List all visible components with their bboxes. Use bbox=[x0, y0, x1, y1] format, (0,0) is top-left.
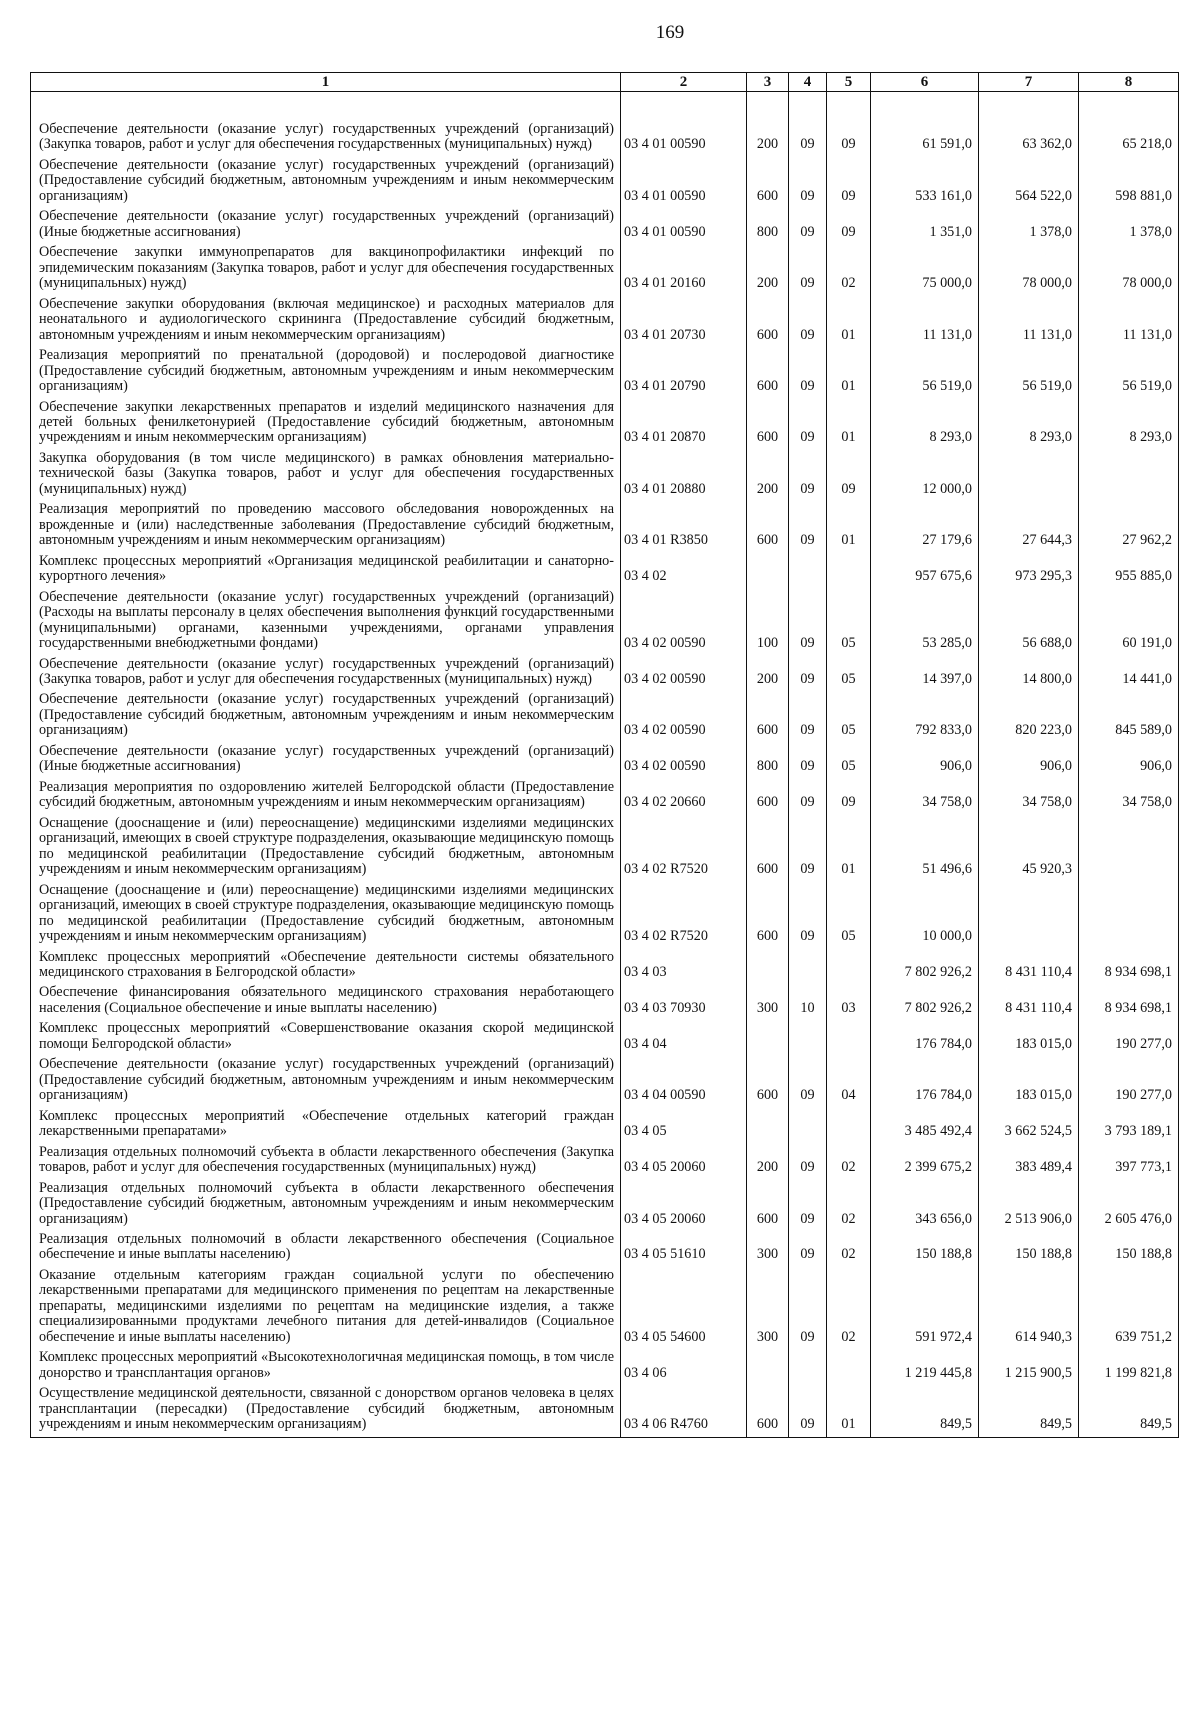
row-expense-type: 300 bbox=[747, 984, 789, 1020]
row-description: Реализация отдельных полномочий субъекта в области лекарственного обеспечения (Закупка товаров, работ и услуг для обеспечения государственных (муниципальных) нужд) bbox=[31, 1144, 621, 1180]
row-amount-year-1: 51 496,6 bbox=[871, 815, 979, 882]
row-amount-year-2: 8 431 110,4 bbox=[979, 984, 1079, 1020]
row-amount-year-2: 14 800,0 bbox=[979, 656, 1079, 692]
row-section: 09 bbox=[789, 157, 827, 208]
row-description: Обеспечение деятельности (оказание услуг) государственных учреждений (организаций) (Закупка товаров, работ и услуг для обеспечения государственных (муниципальных) нужд) bbox=[31, 92, 621, 157]
row-amount-year-2 bbox=[979, 450, 1079, 501]
row-amount-year-1: 533 161,0 bbox=[871, 157, 979, 208]
row-subsection: 02 bbox=[827, 1231, 871, 1267]
row-section: 09 bbox=[789, 691, 827, 742]
row-target-code: 03 4 02 R7520 bbox=[621, 815, 747, 882]
row-subsection: 09 bbox=[827, 450, 871, 501]
col-header-2: 2 bbox=[621, 73, 747, 92]
row-target-code: 03 4 02 00590 bbox=[621, 691, 747, 742]
table-row bbox=[31, 984, 1179, 1020]
row-amount-year-1: 75 000,0 bbox=[871, 244, 979, 295]
row-description: Реализация мероприятий по пренатальной (дородовой) и послеродовой диагностике (Предоставление субсидий бюджетным, автономным учреждениям и иным некоммерческим организациям) bbox=[31, 347, 621, 398]
row-section: 09 bbox=[789, 347, 827, 398]
row-expense-type bbox=[747, 949, 789, 985]
row-expense-type: 200 bbox=[747, 656, 789, 692]
row-expense-type: 600 bbox=[747, 1056, 789, 1107]
row-target-code: 03 4 01 20730 bbox=[621, 296, 747, 347]
row-subsection: 02 bbox=[827, 1267, 871, 1349]
row-description: Обеспечение финансирования обязательного медицинского страхования неработающего населения (Социальное обеспечение и иные выплаты населению) bbox=[31, 984, 621, 1020]
row-section: 09 bbox=[789, 92, 827, 157]
row-amount-year-3: 955 885,0 bbox=[1079, 553, 1179, 589]
row-amount-year-3: 598 881,0 bbox=[1079, 157, 1179, 208]
row-amount-year-2: 78 000,0 bbox=[979, 244, 1079, 295]
row-target-code: 03 4 02 00590 bbox=[621, 656, 747, 692]
table-row bbox=[31, 1349, 1179, 1385]
row-amount-year-1: 11 131,0 bbox=[871, 296, 979, 347]
row-target-code: 03 4 03 bbox=[621, 949, 747, 985]
row-amount-year-3: 78 000,0 bbox=[1079, 244, 1179, 295]
row-target-code: 03 4 01 R3850 bbox=[621, 501, 747, 552]
row-section: 09 bbox=[789, 882, 827, 949]
row-subsection: 01 bbox=[827, 815, 871, 882]
table-row bbox=[31, 1144, 1179, 1180]
row-section bbox=[789, 553, 827, 589]
row-description: Обеспечение закупки лекарственных препаратов и изделий медицинского назначения для детей больных фенилкетонурией (Предоставление субсидий бюджетным, автономным учреждениям и иным некоммерческим организациям) bbox=[31, 399, 621, 450]
row-target-code: 03 4 01 20880 bbox=[621, 450, 747, 501]
row-expense-type: 800 bbox=[747, 208, 789, 244]
table-body bbox=[31, 92, 1179, 1438]
row-expense-type: 600 bbox=[747, 296, 789, 347]
row-expense-type: 200 bbox=[747, 450, 789, 501]
row-amount-year-2: 11 131,0 bbox=[979, 296, 1079, 347]
row-description: Реализация отдельных полномочий субъекта в области лекарственного обеспечения (Предоставление субсидий бюджетным, автономным учреждениям и иным некоммерческим организациям) bbox=[31, 1180, 621, 1231]
row-subsection: 02 bbox=[827, 1144, 871, 1180]
row-section: 09 bbox=[789, 1180, 827, 1231]
row-amount-year-3: 14 441,0 bbox=[1079, 656, 1179, 692]
table-row bbox=[31, 743, 1179, 779]
row-subsection: 05 bbox=[827, 656, 871, 692]
row-section bbox=[789, 1108, 827, 1144]
row-description: Реализация мероприятий по проведению массового обследования новорожденных на врожденные и (или) наследственные заболевания (Предоставление субсидий бюджетным, автономным учреждениям и иным некоммерческим организациям) bbox=[31, 501, 621, 552]
row-subsection: 05 bbox=[827, 743, 871, 779]
table-row bbox=[31, 157, 1179, 208]
row-expense-type: 200 bbox=[747, 244, 789, 295]
row-target-code: 03 4 01 20160 bbox=[621, 244, 747, 295]
row-section: 09 bbox=[789, 1385, 827, 1437]
row-expense-type: 200 bbox=[747, 1144, 789, 1180]
row-amount-year-3: 11 131,0 bbox=[1079, 296, 1179, 347]
row-amount-year-2: 150 188,8 bbox=[979, 1231, 1079, 1267]
row-amount-year-2: 34 758,0 bbox=[979, 779, 1079, 815]
row-amount-year-2: 8 431 110,4 bbox=[979, 949, 1079, 985]
row-amount-year-3: 56 519,0 bbox=[1079, 347, 1179, 398]
row-subsection bbox=[827, 949, 871, 985]
row-section: 09 bbox=[789, 1056, 827, 1107]
row-amount-year-1: 8 293,0 bbox=[871, 399, 979, 450]
row-amount-year-1: 957 675,6 bbox=[871, 553, 979, 589]
row-amount-year-2: 906,0 bbox=[979, 743, 1079, 779]
row-expense-type: 600 bbox=[747, 691, 789, 742]
row-expense-type bbox=[747, 1108, 789, 1144]
row-amount-year-2: 45 920,3 bbox=[979, 815, 1079, 882]
col-header-5: 5 bbox=[827, 73, 871, 92]
row-amount-year-1: 56 519,0 bbox=[871, 347, 979, 398]
row-amount-year-2: 56 519,0 bbox=[979, 347, 1079, 398]
row-section: 09 bbox=[789, 296, 827, 347]
row-amount-year-2: 56 688,0 bbox=[979, 589, 1079, 656]
row-expense-type: 800 bbox=[747, 743, 789, 779]
row-subsection: 09 bbox=[827, 157, 871, 208]
row-description: Реализация отдельных полномочий в области лекарственного обеспечения (Социальное обеспечение и иные выплаты населению) bbox=[31, 1231, 621, 1267]
row-subsection bbox=[827, 1020, 871, 1056]
row-amount-year-3 bbox=[1079, 450, 1179, 501]
row-target-code: 03 4 06 bbox=[621, 1349, 747, 1385]
row-section: 09 bbox=[789, 399, 827, 450]
row-subsection: 01 bbox=[827, 399, 871, 450]
row-amount-year-3: 190 277,0 bbox=[1079, 1020, 1179, 1056]
row-expense-type: 600 bbox=[747, 1385, 789, 1437]
row-subsection: 02 bbox=[827, 244, 871, 295]
row-amount-year-3: 8 293,0 bbox=[1079, 399, 1179, 450]
table-row bbox=[31, 399, 1179, 450]
row-target-code: 03 4 05 54600 bbox=[621, 1267, 747, 1349]
row-description: Комплекс процессных мероприятий «Высокотехнологичная медицинская помощь, в том числе донорство и трансплантация органов» bbox=[31, 1349, 621, 1385]
row-section bbox=[789, 1349, 827, 1385]
row-amount-year-1: 792 833,0 bbox=[871, 691, 979, 742]
table-row bbox=[31, 501, 1179, 552]
row-description: Обеспечение закупки иммунопрепаратов для вакцинопрофилактики инфекций по эпидемическим показаниям (Закупка товаров, работ и услуг для обеспечения государственных (муниципальных) нужд) bbox=[31, 244, 621, 295]
table-row bbox=[31, 1180, 1179, 1231]
row-amount-year-1: 61 591,0 bbox=[871, 92, 979, 157]
row-amount-year-1: 10 000,0 bbox=[871, 882, 979, 949]
row-subsection: 05 bbox=[827, 882, 871, 949]
col-header-1: 1 bbox=[31, 73, 621, 92]
row-description: Обеспечение деятельности (оказание услуг) государственных учреждений (организаций) (Предоставление субсидий бюджетным, автономным учреждениям и иным некоммерческим организациям) bbox=[31, 1056, 621, 1107]
row-description: Обеспечение закупки оборудования (включая медицинское) и расходных материалов для неонатального и аудиологического скрининга (Предоставление субсидий бюджетным, автономным учреждениям и иным некоммерческим организациям) bbox=[31, 296, 621, 347]
row-amount-year-3 bbox=[1079, 815, 1179, 882]
row-subsection: 01 bbox=[827, 347, 871, 398]
row-target-code: 03 4 02 00590 bbox=[621, 743, 747, 779]
row-target-code: 03 4 01 20790 bbox=[621, 347, 747, 398]
row-expense-type: 600 bbox=[747, 157, 789, 208]
table-row bbox=[31, 656, 1179, 692]
row-description: Осуществление медицинской деятельности, связанной с донорством органов человека в целях трансплантации (пересадки) (Предоставление субсидий бюджетным, автономным учреждениям и иным некоммерческим организациям) bbox=[31, 1385, 621, 1437]
table-row bbox=[31, 949, 1179, 985]
row-expense-type: 600 bbox=[747, 882, 789, 949]
row-amount-year-1: 176 784,0 bbox=[871, 1020, 979, 1056]
table-row bbox=[31, 779, 1179, 815]
row-expense-type: 600 bbox=[747, 501, 789, 552]
table-row bbox=[31, 296, 1179, 347]
table-row bbox=[31, 450, 1179, 501]
row-expense-type bbox=[747, 1020, 789, 1056]
row-amount-year-3: 2 605 476,0 bbox=[1079, 1180, 1179, 1231]
row-amount-year-1: 2 399 675,2 bbox=[871, 1144, 979, 1180]
row-description: Обеспечение деятельности (оказание услуг) государственных учреждений (организаций) (Иные бюджетные ассигнования) bbox=[31, 743, 621, 779]
row-target-code: 03 4 06 R4760 bbox=[621, 1385, 747, 1437]
table-row bbox=[31, 1267, 1179, 1349]
row-target-code: 03 4 02 20660 bbox=[621, 779, 747, 815]
row-amount-year-1: 591 972,4 bbox=[871, 1267, 979, 1349]
row-expense-type: 300 bbox=[747, 1231, 789, 1267]
row-subsection bbox=[827, 1349, 871, 1385]
row-description: Оснащение (дооснащение и (или) переоснащение) медицинскими изделиями медицинских организаций, имеющих в своей структуре подразделения, оказывающие медицинскую помощь по медицинской реабилитации (Предоставление субсидий бюджетным, автономным учреждениям и иным некоммерческим организациям) bbox=[31, 882, 621, 949]
row-amount-year-1: 906,0 bbox=[871, 743, 979, 779]
row-subsection bbox=[827, 1108, 871, 1144]
row-section: 09 bbox=[789, 244, 827, 295]
row-description: Обеспечение деятельности (оказание услуг) государственных учреждений (организаций) (Предоставление субсидий бюджетным, автономным учреждениям и иным некоммерческим организациям) bbox=[31, 157, 621, 208]
row-expense-type bbox=[747, 553, 789, 589]
row-subsection: 05 bbox=[827, 589, 871, 656]
row-amount-year-3 bbox=[1079, 882, 1179, 949]
col-header-6: 6 bbox=[871, 73, 979, 92]
row-section: 10 bbox=[789, 984, 827, 1020]
row-target-code: 03 4 02 bbox=[621, 553, 747, 589]
row-amount-year-3: 1 378,0 bbox=[1079, 208, 1179, 244]
row-expense-type: 600 bbox=[747, 399, 789, 450]
row-target-code: 03 4 04 bbox=[621, 1020, 747, 1056]
col-header-3: 3 bbox=[747, 73, 789, 92]
row-subsection: 02 bbox=[827, 1180, 871, 1231]
row-amount-year-3: 8 934 698,1 bbox=[1079, 984, 1179, 1020]
row-subsection: 09 bbox=[827, 92, 871, 157]
table-row bbox=[31, 244, 1179, 295]
table-row bbox=[31, 1056, 1179, 1107]
row-section: 09 bbox=[789, 1144, 827, 1180]
row-amount-year-2: 383 489,4 bbox=[979, 1144, 1079, 1180]
row-subsection: 09 bbox=[827, 208, 871, 244]
row-target-code: 03 4 05 20060 bbox=[621, 1144, 747, 1180]
row-amount-year-3: 849,5 bbox=[1079, 1385, 1179, 1437]
row-amount-year-2: 2 513 906,0 bbox=[979, 1180, 1079, 1231]
row-amount-year-1: 7 802 926,2 bbox=[871, 984, 979, 1020]
row-section bbox=[789, 1020, 827, 1056]
col-header-7: 7 bbox=[979, 73, 1079, 92]
row-amount-year-1: 3 485 492,4 bbox=[871, 1108, 979, 1144]
row-amount-year-2: 27 644,3 bbox=[979, 501, 1079, 552]
row-amount-year-1: 7 802 926,2 bbox=[871, 949, 979, 985]
row-amount-year-3: 845 589,0 bbox=[1079, 691, 1179, 742]
row-description: Комплекс процессных мероприятий «Обеспечение отдельных категорий граждан лекарственными препаратами» bbox=[31, 1108, 621, 1144]
row-section bbox=[789, 949, 827, 985]
table-row bbox=[31, 1385, 1179, 1437]
row-expense-type: 600 bbox=[747, 347, 789, 398]
row-description: Комплекс процессных мероприятий «Организация медицинской реабилитации и санаторно-курортного лечения» bbox=[31, 553, 621, 589]
row-description: Обеспечение деятельности (оказание услуг) государственных учреждений (организаций) (Закупка товаров, работ и услуг для обеспечения государственных (муниципальных) нужд) bbox=[31, 656, 621, 692]
row-expense-type: 600 bbox=[747, 779, 789, 815]
row-amount-year-3: 1 199 821,8 bbox=[1079, 1349, 1179, 1385]
header-row bbox=[31, 73, 1179, 92]
table-row bbox=[31, 882, 1179, 949]
row-subsection: 01 bbox=[827, 296, 871, 347]
row-amount-year-1: 1 351,0 bbox=[871, 208, 979, 244]
row-amount-year-3: 150 188,8 bbox=[1079, 1231, 1179, 1267]
row-description: Закупка оборудования (в том числе медицинского) в рамках обновления материально-технической базы (Закупка товаров, работ и услуг для обеспечения государственных (муниципальных) нужд) bbox=[31, 450, 621, 501]
row-amount-year-1: 34 758,0 bbox=[871, 779, 979, 815]
row-subsection: 01 bbox=[827, 501, 871, 552]
row-target-code: 03 4 02 00590 bbox=[621, 589, 747, 656]
row-amount-year-1: 27 179,6 bbox=[871, 501, 979, 552]
row-amount-year-1: 14 397,0 bbox=[871, 656, 979, 692]
row-amount-year-2: 564 522,0 bbox=[979, 157, 1079, 208]
row-amount-year-1: 150 188,8 bbox=[871, 1231, 979, 1267]
row-amount-year-3: 8 934 698,1 bbox=[1079, 949, 1179, 985]
row-amount-year-1: 849,5 bbox=[871, 1385, 979, 1437]
row-description: Комплекс процессных мероприятий «Обеспечение деятельности системы обязательного медицинского страхования в Белгородской области» bbox=[31, 949, 621, 985]
row-amount-year-2: 63 362,0 bbox=[979, 92, 1079, 157]
row-target-code: 03 4 02 R7520 bbox=[621, 882, 747, 949]
row-expense-type: 100 bbox=[747, 589, 789, 656]
row-amount-year-2: 183 015,0 bbox=[979, 1020, 1079, 1056]
row-amount-year-2: 849,5 bbox=[979, 1385, 1079, 1437]
row-amount-year-2: 1 215 900,5 bbox=[979, 1349, 1079, 1385]
row-amount-year-3: 60 191,0 bbox=[1079, 589, 1179, 656]
row-section: 09 bbox=[789, 779, 827, 815]
row-subsection bbox=[827, 553, 871, 589]
row-section: 09 bbox=[789, 450, 827, 501]
row-subsection: 09 bbox=[827, 779, 871, 815]
page-number: 169 bbox=[655, 22, 685, 43]
row-amount-year-3: 639 751,2 bbox=[1079, 1267, 1179, 1349]
row-amount-year-3: 3 793 189,1 bbox=[1079, 1108, 1179, 1144]
row-amount-year-3: 906,0 bbox=[1079, 743, 1179, 779]
table-row bbox=[31, 1020, 1179, 1056]
row-amount-year-2: 183 015,0 bbox=[979, 1056, 1079, 1107]
table-row bbox=[31, 553, 1179, 589]
row-amount-year-3: 397 773,1 bbox=[1079, 1144, 1179, 1180]
row-amount-year-2: 973 295,3 bbox=[979, 553, 1079, 589]
table-row bbox=[31, 208, 1179, 244]
row-amount-year-2: 614 940,3 bbox=[979, 1267, 1079, 1349]
row-amount-year-3: 65 218,0 bbox=[1079, 92, 1179, 157]
table-row bbox=[31, 92, 1179, 157]
row-amount-year-1: 176 784,0 bbox=[871, 1056, 979, 1107]
row-expense-type: 600 bbox=[747, 1180, 789, 1231]
row-amount-year-1: 343 656,0 bbox=[871, 1180, 979, 1231]
table-row bbox=[31, 691, 1179, 742]
table-row bbox=[31, 1108, 1179, 1144]
row-target-code: 03 4 05 20060 bbox=[621, 1180, 747, 1231]
table-row bbox=[31, 815, 1179, 882]
row-expense-type bbox=[747, 1349, 789, 1385]
row-amount-year-3: 27 962,2 bbox=[1079, 501, 1179, 552]
row-amount-year-2: 1 378,0 bbox=[979, 208, 1079, 244]
row-amount-year-1: 12 000,0 bbox=[871, 450, 979, 501]
row-description: Обеспечение деятельности (оказание услуг) государственных учреждений (организаций) (Предоставление субсидий бюджетным, автономным учреждениям и иным некоммерческим организациям) bbox=[31, 691, 621, 742]
row-amount-year-1: 53 285,0 bbox=[871, 589, 979, 656]
row-description: Обеспечение деятельности (оказание услуг) государственных учреждений (организаций) (Иные бюджетные ассигнования) bbox=[31, 208, 621, 244]
row-target-code: 03 4 04 00590 bbox=[621, 1056, 747, 1107]
row-target-code: 03 4 01 00590 bbox=[621, 92, 747, 157]
row-section: 09 bbox=[789, 589, 827, 656]
row-target-code: 03 4 01 00590 bbox=[621, 157, 747, 208]
row-target-code: 03 4 05 bbox=[621, 1108, 747, 1144]
row-amount-year-2 bbox=[979, 882, 1079, 949]
row-expense-type: 600 bbox=[747, 815, 789, 882]
row-description: Обеспечение деятельности (оказание услуг) государственных учреждений (организаций) (Расходы на выплаты персоналу в целях обеспечения выполнения функций государственными (муниципальными) органами, казенными учреждениями, органами управления государственными внебюджетными фондами) bbox=[31, 589, 621, 656]
row-amount-year-3: 190 277,0 bbox=[1079, 1056, 1179, 1107]
row-section: 09 bbox=[789, 815, 827, 882]
row-subsection: 05 bbox=[827, 691, 871, 742]
row-section: 09 bbox=[789, 656, 827, 692]
row-subsection: 03 bbox=[827, 984, 871, 1020]
row-target-code: 03 4 03 70930 bbox=[621, 984, 747, 1020]
row-expense-type: 200 bbox=[747, 92, 789, 157]
row-expense-type: 300 bbox=[747, 1267, 789, 1349]
table-row bbox=[31, 347, 1179, 398]
row-description: Комплекс процессных мероприятий «Совершенствование оказания скорой медицинской помощи Белгородской области» bbox=[31, 1020, 621, 1056]
col-header-4: 4 bbox=[789, 73, 827, 92]
row-amount-year-1: 1 219 445,8 bbox=[871, 1349, 979, 1385]
row-section: 09 bbox=[789, 743, 827, 779]
table-row bbox=[31, 1231, 1179, 1267]
budget-table bbox=[30, 72, 1179, 1438]
row-target-code: 03 4 01 20870 bbox=[621, 399, 747, 450]
row-subsection: 01 bbox=[827, 1385, 871, 1437]
row-section: 09 bbox=[789, 501, 827, 552]
table-row bbox=[31, 589, 1179, 656]
row-amount-year-2: 820 223,0 bbox=[979, 691, 1079, 742]
row-target-code: 03 4 05 51610 bbox=[621, 1231, 747, 1267]
row-amount-year-2: 3 662 524,5 bbox=[979, 1108, 1079, 1144]
row-amount-year-3: 34 758,0 bbox=[1079, 779, 1179, 815]
row-amount-year-2: 8 293,0 bbox=[979, 399, 1079, 450]
row-target-code: 03 4 01 00590 bbox=[621, 208, 747, 244]
row-description: Оказание отдельным категориям граждан социальной услуги по обеспечению лекарственными препаратами для медицинского применения по рецептам на лекарственные препараты, медицинскими изделиями по рецептам на медицинские изделия, а также специализированными продуктами лечебного питания для детей-инвалидов (Социальное обеспечение и иные выплаты населению) bbox=[31, 1267, 621, 1349]
row-section: 09 bbox=[789, 1267, 827, 1349]
row-description: Реализация мероприятия по оздоровлению жителей Белгородской области (Предоставление субсидий бюджетным, автономным учреждениям и иным некоммерческим организациям) bbox=[31, 779, 621, 815]
row-section: 09 bbox=[789, 1231, 827, 1267]
row-subsection: 04 bbox=[827, 1056, 871, 1107]
row-description: Оснащение (дооснащение и (или) переоснащение) медицинскими изделиями медицинских организаций, имеющих в своей структуре подразделения, оказывающие медицинскую помощь по медицинской реабилитации (Предоставление субсидий бюджетным, автономным учреждениям и иным некоммерческим организациям) bbox=[31, 815, 621, 882]
col-header-8: 8 bbox=[1079, 73, 1179, 92]
row-section: 09 bbox=[789, 208, 827, 244]
